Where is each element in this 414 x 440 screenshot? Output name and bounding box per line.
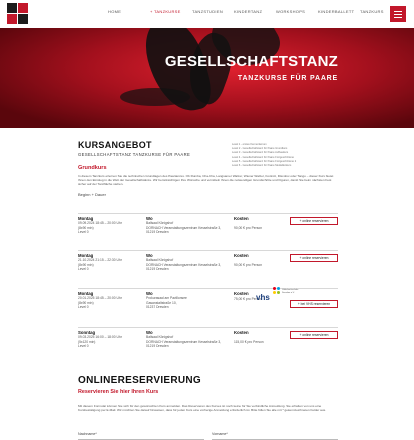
course-when-line: Level 0 (78, 305, 89, 310)
main-nav (108, 9, 402, 14)
vhs-caption: Volkshochschule Dresden e.V. (282, 289, 299, 294)
course-row (78, 327, 338, 361)
vhs-logo (256, 287, 299, 302)
course-row (78, 250, 338, 284)
online-title: ONLINERESERVIERUNG (78, 375, 202, 386)
nav-item[interactable]: WORKSHOPS (276, 9, 306, 14)
hero-banner (0, 28, 414, 128)
hero-subtitle: TANZKURSE FÜR PAARE (237, 75, 338, 82)
course-when-line: (5x120 min) (78, 339, 96, 344)
nav-item[interactable]: HOME (108, 9, 122, 14)
level-link[interactable]: Level 2 - Gesellschaftstanz für Paare Grundkurs (232, 147, 288, 151)
reserve-button[interactable]: + online reservieren (290, 254, 338, 262)
level-link[interactable]: Level 1 - erstes Kennenlernen (232, 143, 267, 146)
page-title: KURSANGEBOT (78, 140, 152, 150)
course-where-line: Prokurasaal am Pavillonsee (146, 296, 187, 300)
course-when-line: (8x90 min) (78, 225, 94, 230)
reserve-button[interactable]: + online reservieren (290, 331, 338, 339)
nav-item[interactable]: + TANZKURSE (150, 9, 181, 14)
course-where (146, 291, 187, 310)
course-where-heading: Wo (146, 216, 153, 221)
course-row (78, 288, 338, 322)
course-where-heading: Wo (146, 253, 153, 258)
hero-title: GESELLSCHAFTSTANZ (164, 53, 338, 70)
nav-item[interactable]: KINDERBALLETT (318, 9, 355, 14)
course-where-heading: Wo (146, 291, 153, 296)
logo[interactable] (7, 3, 29, 25)
section-heading: Grundkurs (78, 165, 107, 171)
course-where-line: Ballsaal Königshof (146, 258, 174, 262)
begin-label: Beginn + Dauer (78, 191, 106, 197)
course-when-heading: Sonntag (78, 330, 96, 335)
course-when-line: 09.09.2024 18:45 – 20:00 Uhr (78, 221, 122, 225)
course-cost-heading: Kosten (234, 291, 249, 296)
vhs-logo-text: vhs (256, 293, 270, 302)
course-when-line: 21.10.2024 21:15 – 22:30 Uhr (78, 258, 122, 262)
course-price: 75,00 € pro Person (234, 297, 263, 301)
course-when-line: 09.03.2025 16:00 – 18:00 Uhr (78, 335, 122, 339)
section-paragraph: In diesem Tanzkurs erlernen Sie die technischen Grundlagen des Paartanzes. Ob Rumba, Cha-Cha, Langsamer Walzer, Wiener Walzer, Foxtrott, Discofox oder Tango – dieser Kurs bietet Ihnen den Einstieg in die Welt der Gesellschaftstänze. Wir berücksichtigen Ihre Wünsche und vermitteln Ihnen die notwendigen Grundschritte und Figuren, damit Sie beim nächsten Fest sicher auf der Tanzfläche stehen. (78, 174, 334, 187)
reserve-button[interactable]: + bei VHS reservieren (290, 300, 338, 308)
course-where-line: Gasanstaltstraße 10, (146, 300, 177, 305)
course-where-heading: Wo (146, 330, 153, 335)
course-where (146, 253, 221, 272)
course-cost (234, 253, 262, 268)
nav-item[interactable]: TANZSTUDIEN (192, 9, 224, 14)
course-where-line: DORNACH Veranstaltungszentrum Kesselstraße 3, (146, 225, 222, 230)
course-when-heading: Montag (78, 216, 94, 221)
page-subtitle: GESELLSCHAFTSTANZ TANZKURSE FÜR PAARE (78, 152, 191, 157)
course-where (146, 330, 221, 349)
course-where-line: 01237 Dresden (146, 305, 169, 310)
course-where-line: 01219 Dresden (146, 230, 169, 235)
course-when (78, 291, 122, 310)
course-price: 90,00 € pro Person (234, 226, 263, 230)
label-last-name: Nachname* (78, 432, 97, 436)
nav-item[interactable]: TANZKURS (360, 9, 384, 14)
course-when-line: Level 0 (78, 230, 89, 235)
course-cost (234, 330, 264, 345)
label-first-name: Vorname* (212, 432, 228, 436)
course-when-line: Level 0 (78, 344, 89, 349)
course-when-heading: Montag (78, 291, 94, 296)
course-when (78, 253, 122, 272)
level-link[interactable]: Level 4 - Gesellschaftstanz für Paare Fortgeschrittene (232, 155, 294, 159)
course-where-line: 01219 Dresden (146, 267, 169, 272)
level-link[interactable]: Level 5 - Gesellschaftstanz für Paare Fortgeschrittene 2 (232, 159, 297, 163)
course-when (78, 216, 122, 235)
course-cost-heading: Kosten (234, 330, 249, 335)
course-where-line: Ballsaal Königshof (146, 335, 174, 339)
course-row (78, 213, 338, 247)
course-when-line: Level 0 (78, 267, 89, 272)
level-link[interactable]: Level 3 - Gesellschaftstanz für Paare Aufbaukurs (232, 151, 289, 155)
level-link[interactable]: Level 6 - Gesellschaftstanz für Paare Medaillenkurs (232, 164, 292, 168)
nav-item[interactable]: KINDERTANZ (234, 9, 263, 14)
course-when-line: (8x90 min) (78, 262, 94, 267)
reserve-button[interactable]: + online reservieren (290, 217, 338, 225)
course-where (146, 216, 221, 235)
course-cost (234, 216, 262, 231)
course-where-line: 01219 Dresden (146, 344, 169, 349)
course-when-heading: Montag (78, 253, 94, 258)
course-when-line: 20.01.2025 18:45 – 20:00 Uhr (78, 296, 122, 300)
course-where-line: DORNACH Veranstaltungszentrum Kesselstraße 3, (146, 339, 222, 344)
course-when-line: (8x90 min) (78, 300, 94, 305)
course-where-line: DORNACH Veranstaltungszentrum Kesselstraße 3, (146, 262, 222, 267)
course-price: 115,00 € pro Person (234, 340, 264, 344)
grundkurs-section (78, 165, 338, 197)
online-subtitle: Reservieren Sie hier Ihren Kurs (78, 389, 159, 395)
online-paragraph: Mit diesem Formular können Sie sich für den gewünschten Kurs anmelden. Das Reservieren des Kurses ist noch keine für Sie verbindliche Anmeldung. Sie erhalten von uns eine Kursbestätigung per E-Mail. Wir möchten Sie darauf hinweisen, dass für jeden Kurs eine vorherige Anmeldung erforderlich ist. Bitte füllen Sie alle mit * gekennzeichneten Felder aus. (78, 404, 326, 413)
course-price: 90,00 € pro Person (234, 263, 263, 267)
course-when (78, 330, 122, 349)
top-bar (0, 0, 414, 28)
course-cost-heading: Kosten (234, 216, 249, 221)
menu-icon[interactable] (390, 6, 406, 22)
course-where-line: Ballsaal Königshof (146, 221, 174, 225)
course-cost-heading: Kosten (234, 253, 249, 258)
